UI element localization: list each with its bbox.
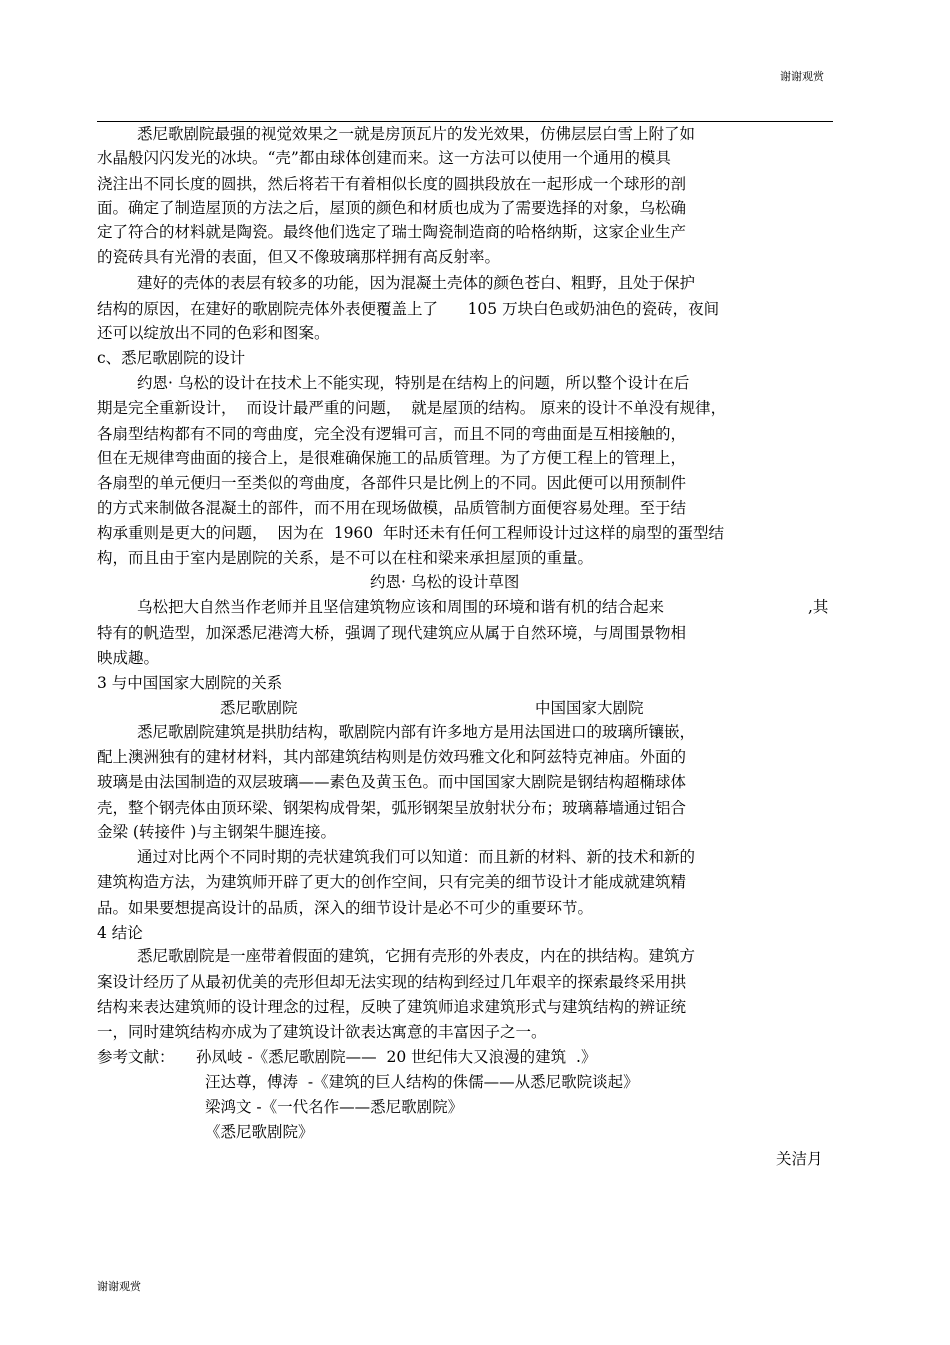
- section-heading-3: 3 与中国国家大剧院的关系: [97, 674, 283, 692]
- paragraph-line: 构，而且由于室内是剧院的关系，是不可以在柱和梁来承担屋顶的重量。: [97, 549, 594, 567]
- page-header: 谢谢观赏: [780, 70, 824, 83]
- paragraph-line: 面。确定了制造屋顶的方法之后，屋顶的颜色和材质也成为了需要选择的对象，乌松确: [97, 199, 687, 217]
- paragraph-line: 约恩· 乌松的设计在技术上不能实现，特别是在结构上的问题，所以整个设计在后: [137, 374, 690, 392]
- references-label: 参考文献：: [97, 1048, 175, 1066]
- paragraph-line-tail: ,其: [808, 598, 829, 616]
- paragraph-line: 的瓷砖具有光滑的表面，但又不像玻璃那样拥有高反射率。: [97, 248, 501, 266]
- paragraph-line: 的方式来制做各混凝土的部件，而不用在现场做模，品质管制方面便容易处理。至于结: [97, 499, 687, 517]
- paragraph-line: 但在无规律弯曲面的接合上，是很难确保施工的品质管理。为了方便工程上的管理上，: [97, 449, 687, 467]
- paragraph-line: 结构的原因，在建好的歌剧院壳体外表便覆盖上了 105 万块白色或奶油色的瓷砖，夜间: [97, 300, 720, 318]
- compare-label-china: 中国国家大剧院: [535, 699, 644, 717]
- paragraph-line: 期是完全重新设计， 而设计最严重的问题， 就是屋顶的结构。 原来的设计不单没有规律，: [97, 399, 727, 417]
- paragraph-line: 乌松把大自然当作老师并且坚信建筑物应该和周围的环境和谐有机的结合起来: [137, 598, 665, 616]
- paragraph-line: 悉尼歌剧院最强的视觉效果之一就是房顶瓦片的发光效果，仿佛层层白雪上附了如: [137, 125, 696, 143]
- paragraph-line: 结构来表达建筑师的设计理念的过程，反映了建筑师追求建筑形式与建筑结构的辨证统: [97, 998, 687, 1016]
- page-footer: 谢谢观赏: [97, 1280, 141, 1293]
- paragraph-line: 各扇型的单元便归一至类似的弯曲度，各部件只是比例上的不同。因此便可以用预制件: [97, 474, 687, 492]
- reference-item: 梁鸿文 -《一代名作——悉尼歌剧院》: [205, 1098, 464, 1116]
- paragraph-line: 玻璃是由法国制造的双层玻璃——素色及黄玉色。而中国国家大剧院是钢结构超椭球体: [97, 773, 687, 791]
- paragraph-line: 定了符合的材料就是陶瓷。最终他们选定了瑞士陶瓷制造商的哈格纳斯，这家企业生产: [97, 223, 687, 241]
- paragraph-line: 特有的帆造型，加深悉尼港湾大桥，强调了现代建筑应从属于自然环境，与周围景物相: [97, 624, 687, 642]
- paragraph-line: 悉尼歌剧院是一座带着假面的建筑，它拥有壳形的外表皮，内在的拱结构。建筑方: [137, 947, 696, 965]
- figure-caption: 约恩· 乌松的设计草图: [370, 573, 520, 591]
- paragraph-line: 配上澳洲独有的建材材料，其内部建筑结构则是仿效玛雅文化和阿兹特克神庙。外面的: [97, 748, 687, 766]
- paragraph-line: 构承重则是更大的问题， 因为在 1960 年时还未有任何工程师设计过这样的扇型的蛋型结: [97, 524, 725, 542]
- compare-label-sydney: 悉尼歌剧院: [220, 699, 298, 717]
- paragraph-line: 通过对比两个不同时期的壳状建筑我们可以知道：而且新的材料、新的技术和新的: [137, 848, 696, 866]
- paragraph-line: 浇注出不同长度的圆拱，然后将若干有着相似长度的圆拱段放在一起形成一个球形的剖: [97, 175, 687, 193]
- section-heading-c: c、悉尼歌剧院的设计: [97, 349, 246, 367]
- paragraph-line: 金梁 (转接件 )与主钢架牛腿连接。: [97, 823, 336, 841]
- paragraph-line: 壳，整个钢壳体由顶环梁、钢架构成骨架，弧形钢架呈放射状分布；玻璃幕墙通过铝合: [97, 799, 687, 817]
- paragraph-line: 映成趣。: [97, 649, 160, 667]
- paragraph-line: 悉尼歌剧院建筑是拱肋结构，歌剧院内部有许多地方是用法国进口的玻璃所镶嵌，: [137, 723, 696, 741]
- section-heading-4: 4 结论: [97, 924, 143, 942]
- paragraph-line: 建好的壳体的表层有较多的功能，因为混凝土壳体的颜色苍白、粗野，且处于保护: [137, 274, 696, 292]
- paragraph-line: 各扇型结构都有不同的弯曲度，完全没有逻辑可言，而且不同的弯曲面是互相接触的，: [97, 425, 687, 443]
- paragraph-line: 案设计经历了从最初优美的壳形但却无法实现的结构到经过几年艰辛的探索最终采用拱: [97, 973, 687, 991]
- paragraph-line: 水晶般闪闪发光的冰块。“壳”都由球体创建而来。这一方法可以使用一个通用的模具: [97, 149, 671, 167]
- paragraph-line: 品。如果要想提高设计的品质，深入的细节设计是必不可少的重要环节。: [97, 899, 594, 917]
- reference-item: 孙凤岐 -《悉尼歌剧院—— 20 世纪伟大又浪漫的建筑 .》: [196, 1048, 597, 1066]
- reference-item: 汪达尊，傅涛 -《建筑的巨人结构的侏儒——从悉尼歌院谈起》: [205, 1073, 639, 1091]
- paragraph-line: 还可以绽放出不同的色彩和图案。: [97, 324, 330, 342]
- author-name: 关洁月: [776, 1150, 823, 1168]
- paragraph-line: 一，同时建筑结构亦成为了建筑设计欲表达寓意的丰富因子之一。: [97, 1023, 547, 1041]
- paragraph-line: 建筑构造方法，为建筑师开辟了更大的创作空间，只有完美的细节设计才能成就建筑精: [97, 873, 687, 891]
- reference-item: 《悉尼歌剧院》: [205, 1123, 314, 1141]
